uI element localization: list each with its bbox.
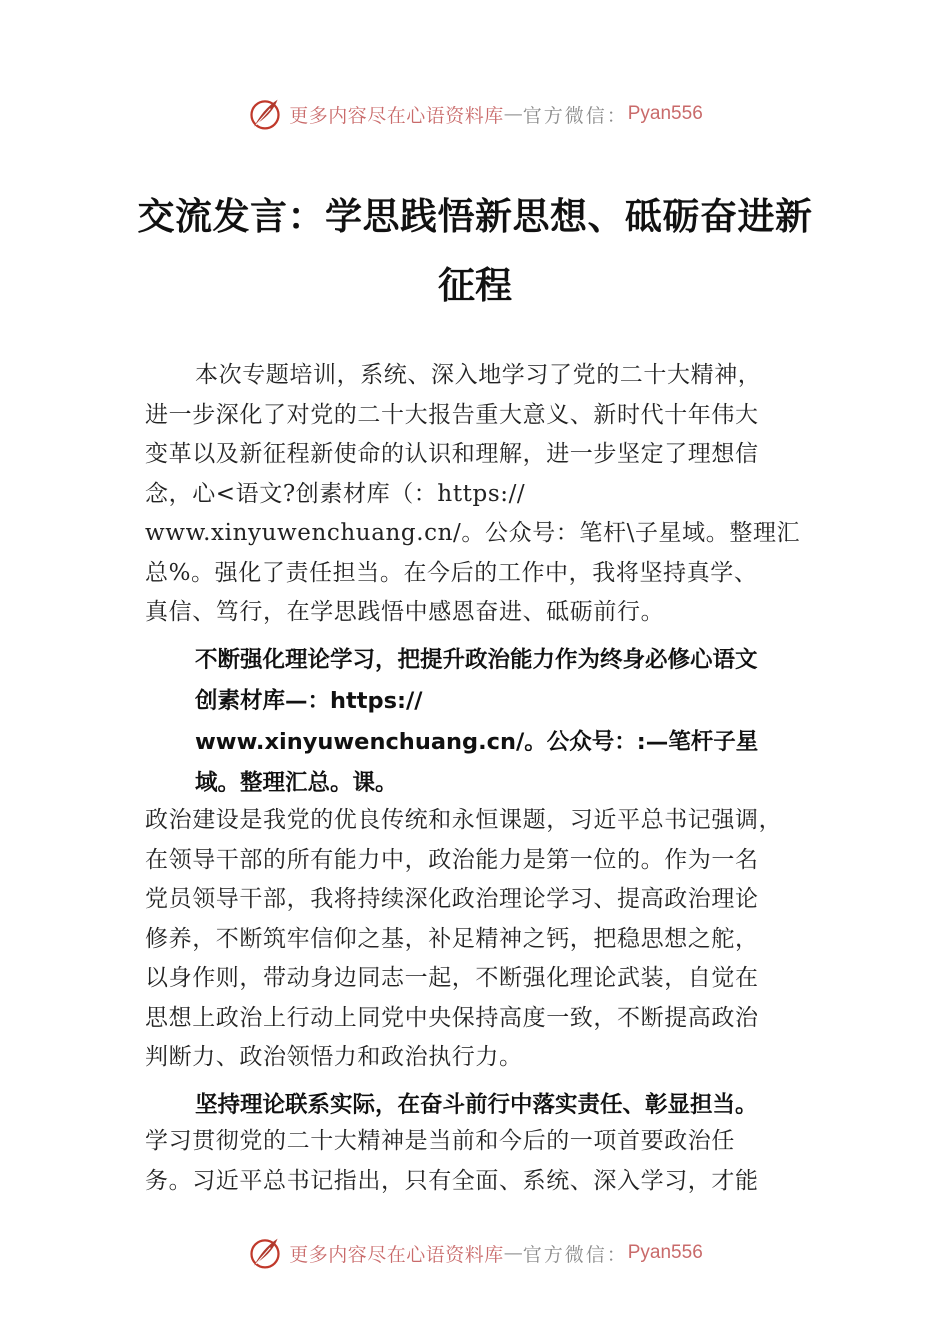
watermark-site-text: 更多内容尽在心语资料库 <box>289 104 504 127</box>
watermark-separator: — <box>503 1242 523 1264</box>
watermark-site-text: 更多内容尽在心语资料库 <box>289 1243 504 1266</box>
watermark-wechat-id: Pyan556 <box>627 1242 703 1263</box>
paragraph-line: 学习贯彻党的二十大精神是当前和今后的一项首要政治任 <box>145 1128 735 1154</box>
paragraph-line: 真信、笃行，在学思践悟中感恩奋进、砥砺前行。 <box>145 599 665 625</box>
watermark-header <box>0 94 950 134</box>
paragraph-line: 进一步深化了对党的二十大报告重大意义、新时代十年伟大 <box>145 402 759 428</box>
watermark-wechat-id: Pyan556 <box>627 103 703 124</box>
paragraph-line: 以身作则，带动身边同志一起，不断强化理论武装，自觉在 <box>145 965 759 991</box>
paragraph-line: 务。习近平总书记指出，只有全面、系统、深入学习，才能 <box>145 1168 759 1194</box>
watermark-separator: — <box>503 103 523 125</box>
paragraph-line: 党员领导干部，我将持续深化政治理论学习、提高政治理论 <box>145 886 759 912</box>
quill-logo-icon <box>247 1235 283 1271</box>
paragraph-line: 修养，不断筑牢信仰之基，补足精神之钙，把稳思想之舵， <box>145 926 759 952</box>
paragraph-line: 念，心<语文?创素材库（：https:// <box>145 481 526 507</box>
heading-line: 不断强化理论学习，把提升政治能力作为终身必修心语文 <box>195 647 758 673</box>
heading-line: 坚持理论联系实际，在奋斗前行中落实责任、彰显担当。 <box>195 1092 758 1118</box>
watermark-footer <box>0 1233 950 1273</box>
paragraph-line: 变革以及新征程新使命的认识和理解，进一步坚定了理想信 <box>145 441 759 467</box>
document-title-line-1: 交流发言：学思践悟新思想、砥砺奋进新 <box>137 194 813 238</box>
quill-logo-icon <box>247 96 283 132</box>
watermark-wechat-label: 官方微信： <box>522 1243 628 1266</box>
heading-line: 创素材库—：https:// <box>195 688 423 714</box>
heading-line: www.xinyuwenchuang.cn/。公众号：:—笔杆子星 <box>195 729 759 755</box>
paragraph-line: 政治建设是我党的优良传统和永恒课题，习近平总书记强调， <box>145 807 783 833</box>
heading-line: 域。整理汇总。课。 <box>195 770 398 796</box>
document-title-line-2: 征程 <box>438 263 512 307</box>
paragraph-line: www.xinyuwenchuang.cn/。公众号：笔杆\子星域。整理汇 <box>145 520 801 546</box>
paragraph-line: 本次专题培训，系统、深入地学习了党的二十大精神， <box>195 362 762 388</box>
watermark-wechat-label: 官方微信： <box>522 104 628 127</box>
paragraph-line: 判断力、政治领悟力和政治执行力。 <box>145 1044 523 1070</box>
paragraph-line: 在领导干部的所有能力中，政治能力是第一位的。作为一名 <box>145 847 759 873</box>
paragraph-line: 总%。强化了责任担当。在今后的工作中，我将坚持真学、 <box>145 560 758 586</box>
paragraph-line: 思想上政治上行动上同党中央保持高度一致，不断提高政治 <box>145 1005 759 1031</box>
